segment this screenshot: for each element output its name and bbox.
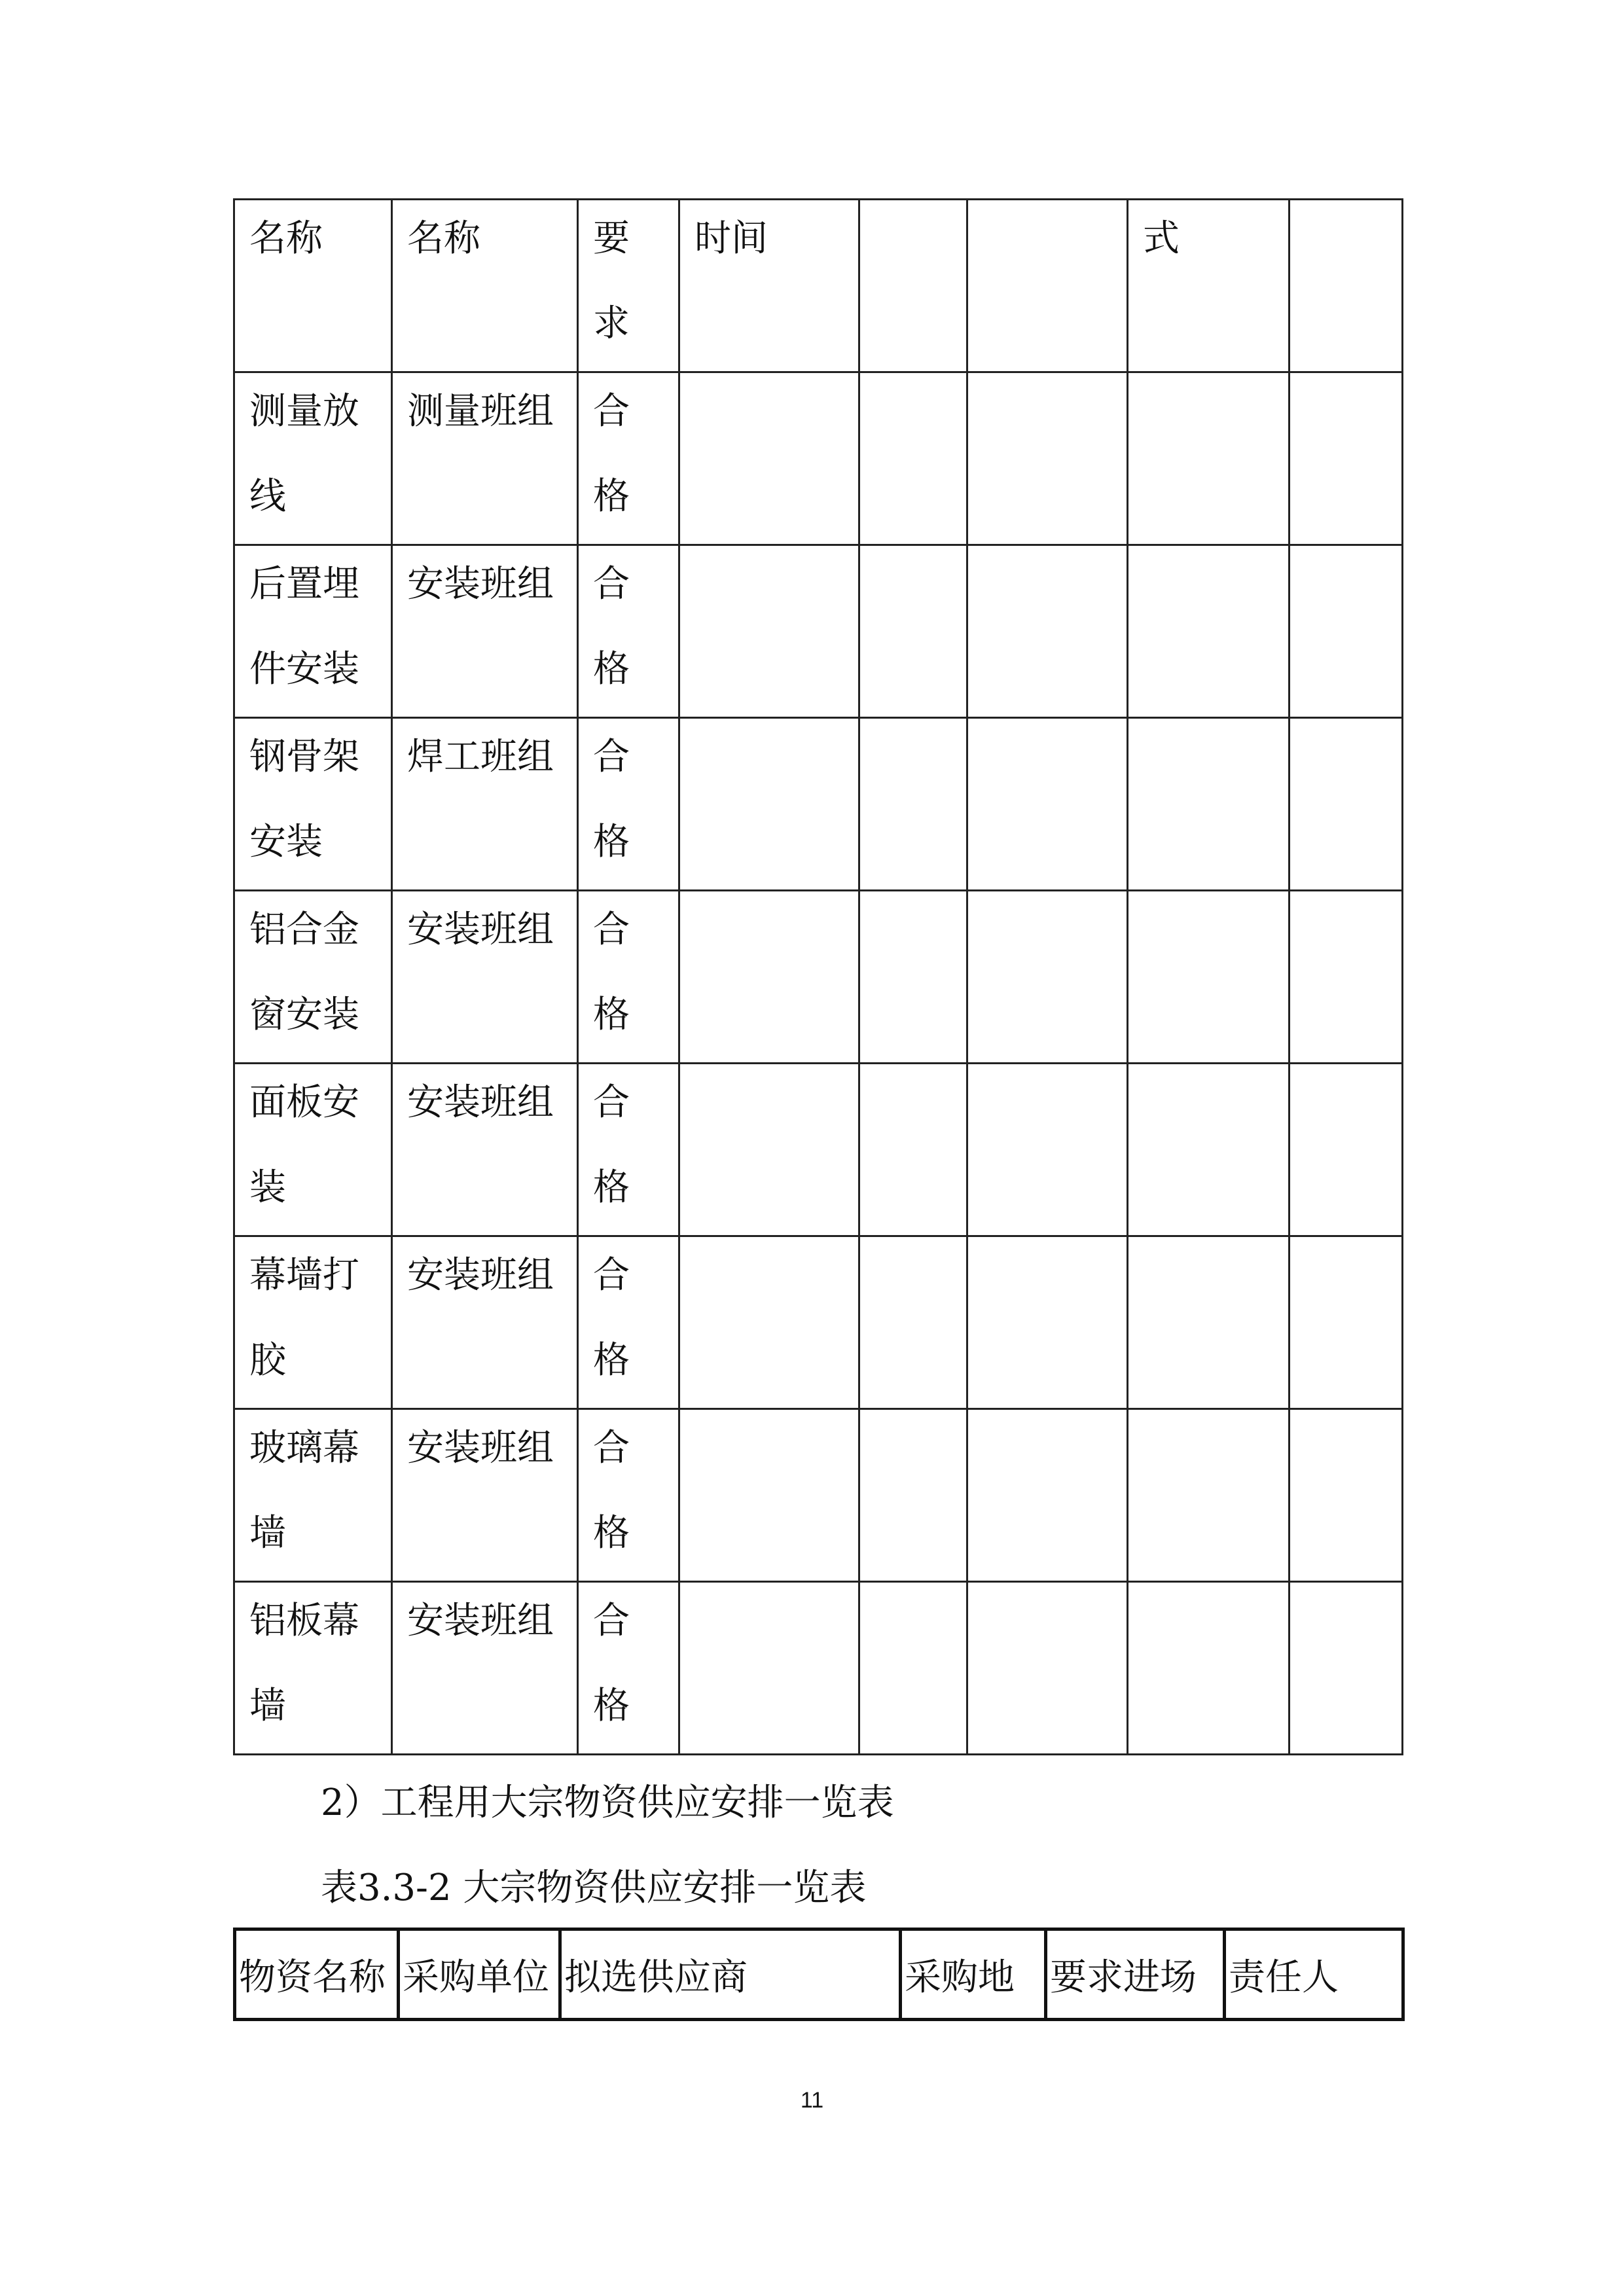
table-cell (578, 1064, 679, 1236)
table-header-cell (967, 200, 1128, 372)
cell-text: 式 (1143, 217, 1180, 260)
table-cell (859, 891, 967, 1064)
table-cell (234, 1409, 392, 1582)
table-cell (1128, 718, 1290, 891)
cell-text: 安装班组 (407, 1254, 554, 1297)
material-supply-table (233, 1928, 1405, 2021)
table-cell (679, 1236, 859, 1409)
cell-text: 焊工班组 (407, 736, 554, 778)
table-header-cell (578, 200, 679, 372)
table-cell (392, 1582, 578, 1755)
table-row (234, 1236, 1403, 1409)
page-number: 11 (800, 2088, 824, 2113)
table-header-cell: 要求进场 (1046, 1929, 1225, 2020)
table-cell (578, 1409, 679, 1582)
table-cell (859, 718, 967, 891)
table-caption: 表3.3-2 大宗物资供应安排一览表 (321, 1867, 867, 1909)
table-header-cell: 采购单位 (399, 1929, 560, 2020)
cell-text: 铝合金窗安装 (249, 908, 359, 1036)
section-heading: 2）工程用大宗物资供应安排一览表 (321, 1782, 894, 1824)
table-cell (1128, 545, 1290, 718)
table-cell (967, 545, 1128, 718)
table-cell (392, 891, 578, 1064)
cell-text: 安装班组 (407, 563, 554, 605)
table-row (234, 1064, 1403, 1236)
table-cell (967, 1409, 1128, 1582)
table-row (234, 372, 1403, 545)
table-cell (234, 891, 392, 1064)
cell-text: 铝板幕墙 (249, 1600, 359, 1727)
table-cell (1128, 891, 1290, 1064)
cell-text: 安装班组 (407, 908, 554, 951)
table-header-cell (859, 200, 967, 372)
table-cell (234, 1236, 392, 1409)
table-row (234, 545, 1403, 718)
table-cell (859, 372, 967, 545)
table-cell (859, 1064, 967, 1236)
table-cell (1290, 718, 1403, 891)
table-cell (967, 1582, 1128, 1755)
table-row (234, 891, 1403, 1064)
table-cell (392, 545, 578, 718)
table-cell (1290, 1236, 1403, 1409)
table-cell (578, 1582, 679, 1755)
cell-text: 钢骨架安装 (249, 736, 359, 863)
table-header-cell (392, 200, 578, 372)
table-cell (1290, 1582, 1403, 1755)
cell-text: 要求 (593, 217, 630, 345)
table-cell (392, 1409, 578, 1582)
cell-text: 安装班组 (407, 1081, 554, 1124)
construction-task-table (233, 198, 1403, 1755)
table-cell (1290, 1064, 1403, 1236)
cell-text: 合格 (593, 390, 630, 518)
table-cell (1128, 372, 1290, 545)
table-cell (1128, 1582, 1290, 1755)
table-cell (679, 718, 859, 891)
table-cell (234, 372, 392, 545)
table-header-cell (1290, 200, 1403, 372)
table-cell (859, 1236, 967, 1409)
table-cell (578, 891, 679, 1064)
table-cell (859, 545, 967, 718)
cell-text: 玻璃幕墙 (249, 1427, 359, 1554)
table-cell (967, 1236, 1128, 1409)
table-cell (967, 718, 1128, 891)
table-cell (234, 1064, 392, 1236)
table-cell (1290, 1409, 1403, 1582)
table-cell (1290, 545, 1403, 718)
table-header-cell (234, 200, 392, 372)
table-cell (392, 1064, 578, 1236)
table-cell (392, 1236, 578, 1409)
cell-text: 安装班组 (407, 1600, 554, 1642)
cell-text: 面板安装 (249, 1081, 359, 1209)
table-header-cell: 物资名称 (235, 1929, 399, 2020)
table-header-row (234, 200, 1403, 372)
table-header-cell: 拟选供应商 (560, 1929, 901, 2020)
cell-text: 合格 (593, 1600, 630, 1727)
table-cell (1128, 1409, 1290, 1582)
table-cell (859, 1409, 967, 1582)
cell-text: 名称 (249, 217, 323, 260)
table-cell (392, 372, 578, 545)
cell-text: 后置埋件安装 (249, 563, 359, 691)
table-cell (578, 372, 679, 545)
table-cell (859, 1582, 967, 1755)
cell-text: 合格 (593, 736, 630, 863)
table-cell (679, 891, 859, 1064)
table-cell (1290, 372, 1403, 545)
table-header-cell (679, 200, 859, 372)
cell-text: 合格 (593, 1427, 630, 1554)
table-cell (234, 1582, 392, 1755)
table-cell (1128, 1064, 1290, 1236)
table-header-cell (1128, 200, 1290, 372)
cell-text: 幕墙打胶 (249, 1254, 359, 1382)
cell-text: 合格 (593, 1254, 630, 1382)
table-cell (967, 1064, 1128, 1236)
table-header-cell: 采购地 (901, 1929, 1046, 2020)
table-row (234, 718, 1403, 891)
table-cell (967, 891, 1128, 1064)
cell-text: 名称 (407, 217, 480, 260)
table-header-row (235, 1929, 1403, 2020)
cell-text: 时间 (695, 217, 768, 260)
table-cell (234, 545, 392, 718)
cell-text: 合格 (593, 908, 630, 1036)
table-cell (1128, 1236, 1290, 1409)
cell-text: 测量班组 (407, 390, 554, 433)
table-cell (967, 372, 1128, 545)
table-cell (1290, 891, 1403, 1064)
table-cell (679, 545, 859, 718)
table-cell (679, 1582, 859, 1755)
table-cell (578, 718, 679, 891)
table-header-cell: 责任人 (1225, 1929, 1403, 2020)
table-row (234, 1582, 1403, 1755)
table-cell (578, 545, 679, 718)
table-cell (234, 718, 392, 891)
table-cell (679, 1409, 859, 1582)
table-cell (679, 1064, 859, 1236)
cell-text: 合格 (593, 563, 630, 691)
table-cell (392, 718, 578, 891)
table-cell (679, 372, 859, 545)
table-cell (578, 1236, 679, 1409)
cell-text: 合格 (593, 1081, 630, 1209)
table-row (234, 1409, 1403, 1582)
cell-text: 安装班组 (407, 1427, 554, 1469)
cell-text: 测量放线 (249, 390, 359, 518)
